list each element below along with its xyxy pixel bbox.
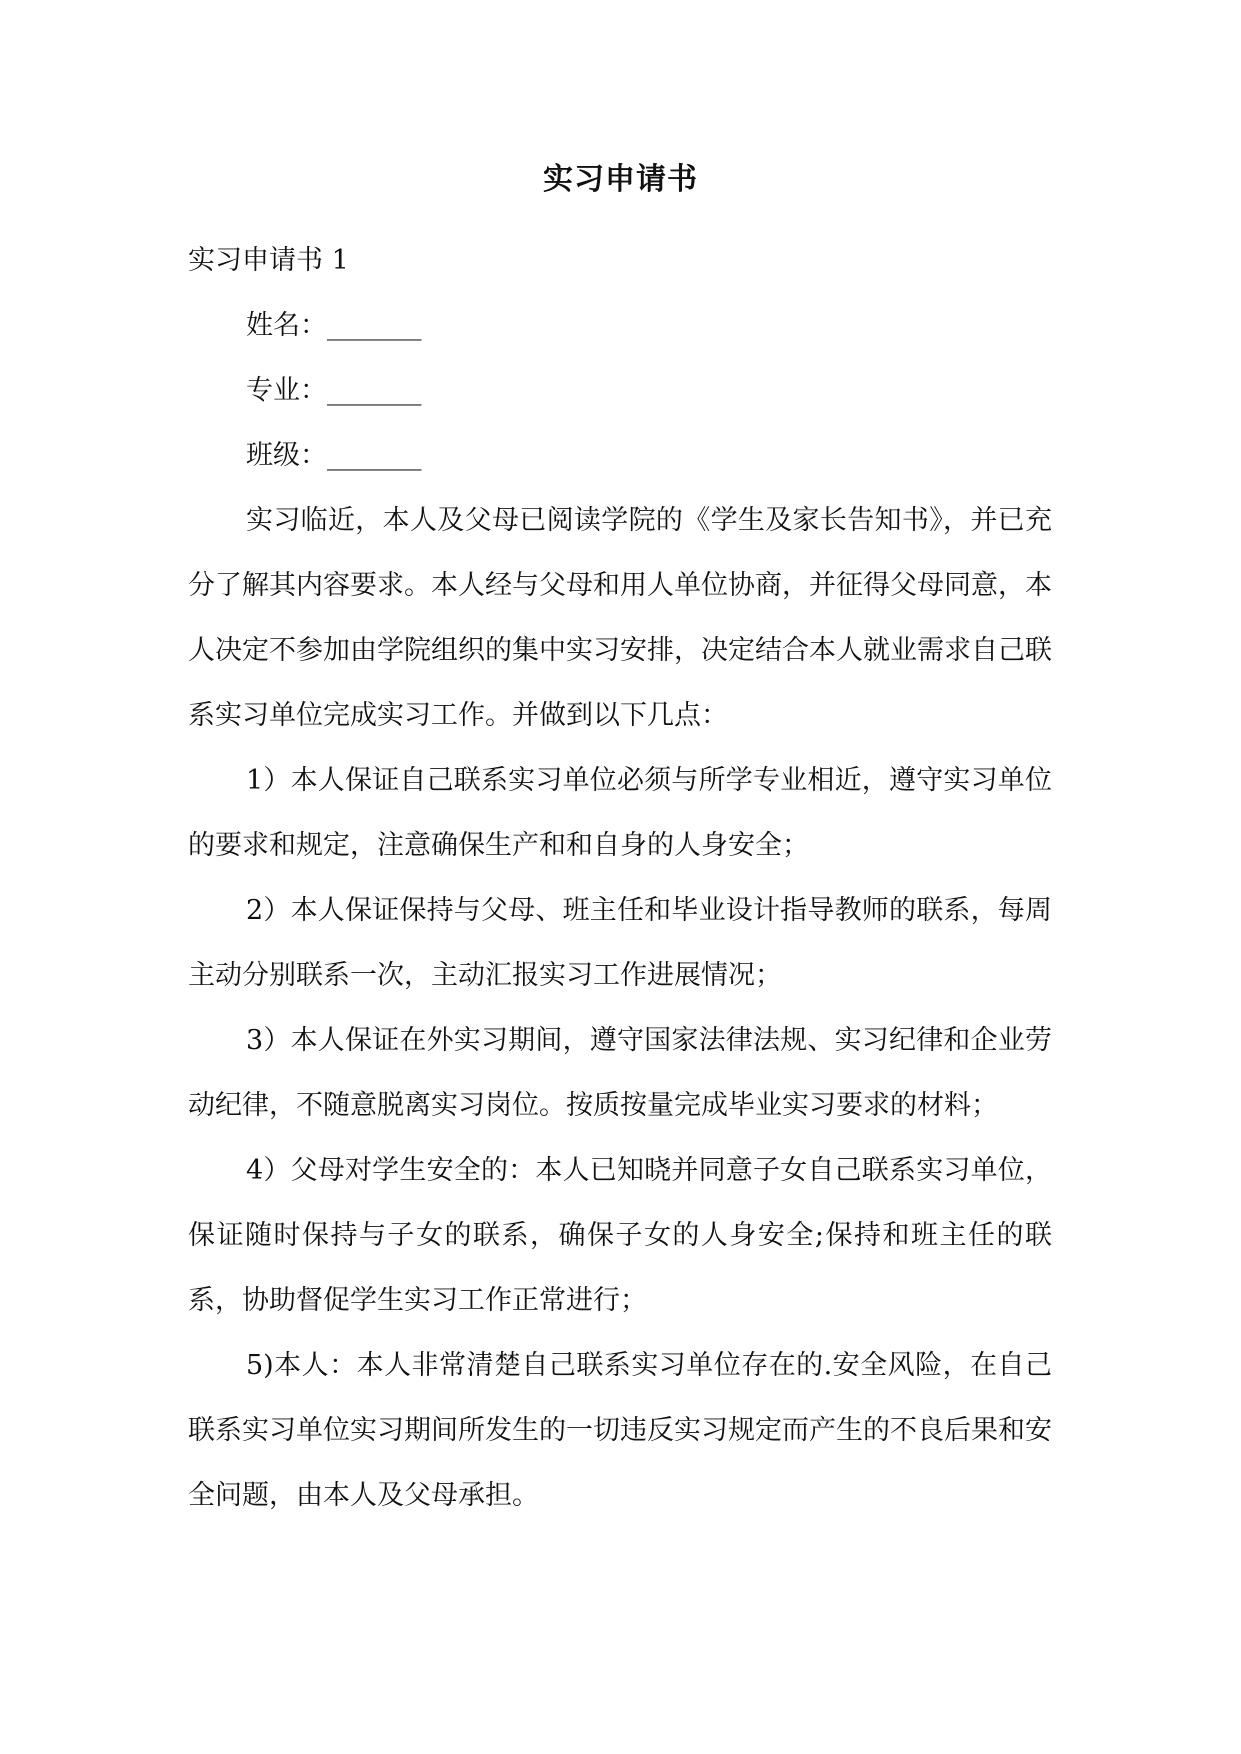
clause-3-paragraph: 3）本人保证在外实习期间，遵守国家法律法规、实习纪律和企业劳动纪律，不随意脱离实习岗位。按质按量完成毕业实习要求的材料；: [188, 1025, 1052, 1121]
clause-4-paragraph: 4）父母对学生安全的：本人已知晓并同意子女自己联系实习单位，保证随时保持与子女的联系，确保子女的人身安全;保持和班主任的联系，协助督促学生实习工作正常进行；: [188, 1155, 1052, 1316]
intro-paragraph: 实习临近，本人及父母已阅读学院的《学生及家长告知书》，并已充分了解其内容要求。本人经与父母和用人单位协商，并征得父母同意，本人决定不参加由学院组织的集中实习安排，决定结合本人就业需求自己联系实习单位完成实习工作。并做到以下几点：: [188, 505, 1052, 731]
document-title: 实习申请书: [543, 162, 698, 197]
name-label: 姓名：: [246, 310, 327, 341]
class-field: [188, 423, 1052, 488]
major-blank: _______: [327, 375, 422, 406]
section-heading: 实习申请书 1: [188, 245, 349, 276]
name-blank: _______: [327, 310, 422, 341]
major-field: [188, 358, 1052, 423]
clause-5-paragraph: 5)本人：本人非常清楚自己联系实习单位存在的.安全风险，在自己联系实习单位实习期间所发生的一切违反实习规定而产生的不良后果和安全问题，由本人及父母承担。: [188, 1350, 1052, 1511]
clause-2-paragraph: 2）本人保证保持与父母、班主任和毕业设计指导教师的联系，每周主动分别联系一次，主动汇报实习工作进展情况；: [188, 895, 1052, 991]
major-label: 专业：: [246, 375, 327, 406]
document-body: [188, 228, 1052, 1528]
name-field: [188, 293, 1052, 358]
clause-1-paragraph: 1）本人保证自己联系实习单位必须与所学专业相近，遵守实习单位的要求和规定，注意确保生产和和自身的人身安全；: [188, 765, 1052, 861]
class-label: 班级：: [246, 440, 327, 471]
class-blank: _______: [327, 440, 422, 471]
